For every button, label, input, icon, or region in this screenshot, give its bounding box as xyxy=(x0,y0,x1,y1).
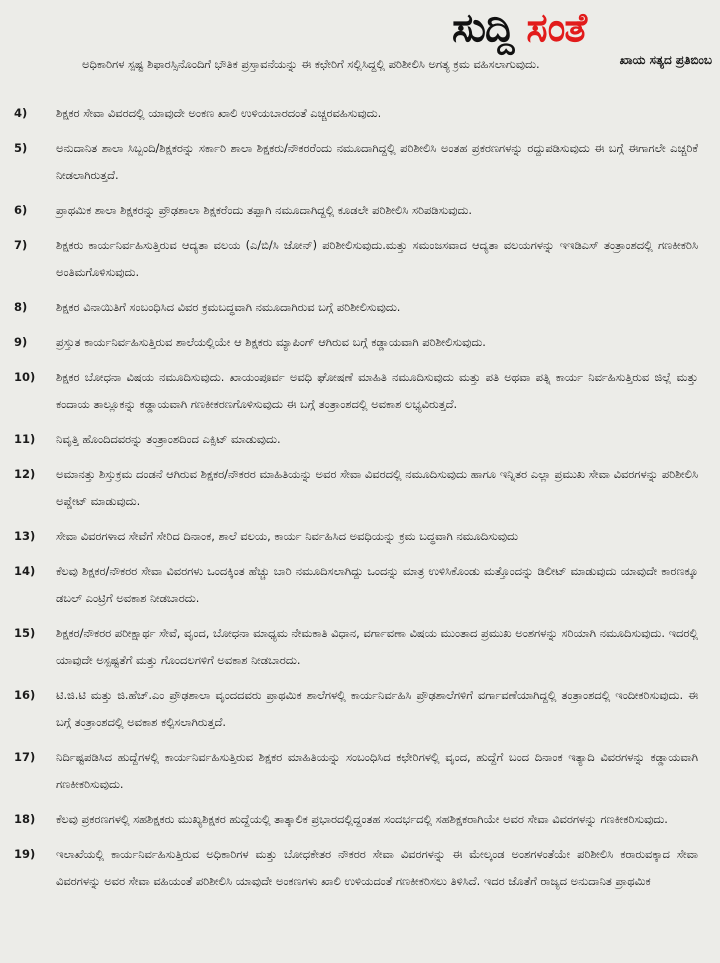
list-item xyxy=(12,620,712,674)
item-text: ನಿವೃತ್ತಿ ಹೊಂದಿದವರನ್ನು ತಂತ್ರಾಂಶದಿಂದ ಎಕ್ಸಿಟ್ ಮಾಡುವುದು. xyxy=(56,432,281,446)
item-text: ಟಿ.ಜಿ.ಟಿ ಮತ್ತು ಜಿ.ಹೆಚ್.ಎಂ ಪ್ರೌಢಶಾಲಾ ವೃಂದದವರು ಪ್ರಾಥಮಿಕ ಶಾಲೆಗಳಲ್ಲಿ ಕಾರ್ಯನಿರ್ವಹಿಸಿ ಪ್ರೌಢಶಾಲೆಗಳಿಗೆ ವರ್ಗಾವಣೆಯಾಗಿದ್ದಲ್ಲಿ ತಂತ್ರಾಂಶದಲ್ಲಿ ಇಂದೀಕರಿಸುವುದು. ಈ ಬಗ್ಗೆ ತಂತ್ರಾಂಶದಲ್ಲಿ ಅವಕಾಶ ಕಲ್ಪಿಸಲಾಗಿರುತ್ತದೆ. xyxy=(56,688,698,729)
item-number: 9) xyxy=(14,335,28,349)
list-item xyxy=(12,558,712,612)
item-text: ಶಿಕ್ಷಕರ ಸೇವಾ ವಿವರದಲ್ಲಿ ಯಾವುದೇ ಅಂಕಣ ಖಾಲಿ ಉಳಿಯಬಾರದಂತೆ ಎಚ್ಚರವಹಿಸುವುದು. xyxy=(56,106,382,120)
item-text: ಪ್ರಾಥಮಿಕ ಶಾಲಾ ಶಿಕ್ಷಕರನ್ನು ಪ್ರೌಢಶಾಲಾ ಶಿಕ್ಷಕರೆಂದು ತಪ್ಪಾಗಿ ನಮೂದಾಗಿದ್ದಲ್ಲಿ ಕೂಡಲೇ ಪರಿಶೀಲಿಸಿ ಸರಿಪಡಿಸುವುದು. xyxy=(56,203,473,217)
item-text: ಕೆಲವು ಪ್ರಕರಣಗಳಲ್ಲಿ ಸಹಶಿಕ್ಷಕರು ಮುಖ್ಯಶಿಕ್ಷಕರ ಹುದ್ದೆಯಲ್ಲಿ ತಾತ್ಕಾಲಿಕ ಪ್ರಭಾರದಲ್ಲಿದ್ದಂತಹ ಸಂದರ್ಭದಲ್ಲಿ ಸಹಶಿಕ್ಷಕರಾಗಿಯೇ ಅವರ ಸೇವಾ ವಿವರಗಳನ್ನು ಗಣಕೀಕರಿಸುವುದು. xyxy=(56,812,668,826)
intro-paragraph: ಅಧಿಕಾರಿಗಳ ಸ್ಪಷ್ಟ ಶಿಫಾರಸ್ಸಿನೊಂದಿಗೆ ಭೌತಿಕ ಪ್ರಸ್ತಾವನೆಯನ್ನು ಈ ಕಛೇರಿಗೆ ಸಲ್ಲಿಸಿದ್ದಲ್ಲಿ ಪರಿಶೀಲಿಸಿ ಅಗತ್ಯ ಕ್ರಮ ವಹಿಸಲಾಗುವುದು. xyxy=(82,57,540,71)
list-item xyxy=(12,364,712,418)
list-item xyxy=(12,841,712,895)
logo-wordmark xyxy=(452,6,586,50)
item-number: 17) xyxy=(14,750,36,764)
item-number: 4) xyxy=(14,106,28,120)
item-text: ನಿರ್ದಿಷ್ಟಪಡಿಸಿದ ಹುದ್ದೆಗಳಲ್ಲಿ ಕಾರ್ಯನಿರ್ವಹಿಸುತ್ತಿರುವ ಶಿಕ್ಷಕರ ಮಾಹಿತಿಯನ್ನು ಸಂಬಂಧಿಸಿದ ಕಛೇರಿಗಳಲ್ಲಿ ವೃಂದ, ಹುದ್ದೆಗೆ ಬಂದ ದಿನಾಂಕ ಇತ್ಯಾದಿ ವಿವರಗಳನ್ನು ಕಡ್ಡಾಯವಾಗಿ ಗಣಕೀಕರಿಸುವುದು. xyxy=(56,750,698,791)
list-item xyxy=(12,744,712,798)
list-item xyxy=(12,232,712,286)
item-number: 16) xyxy=(14,688,36,702)
item-text: ಇಲಾಖೆಯಲ್ಲಿ ಕಾರ್ಯನಿರ್ವಹಿಸುತ್ತಿರುವ ಅಧಿಕಾರಿಗಳ ಮತ್ತು ಬೋಧಕೇತರ ನೌಕರರ ಸೇವಾ ವಿವರಗಳನ್ನು ಈ ಮೇಲ್ಕಂಡ ಅಂಶಗಳಂತೆಯೇ ಪರಿಶೀಲಿಸಿ ಕರಾರುವಕ್ಕಾದ ಸೇವಾ ವಿವರಗಳನ್ನು ಅವರ ಸೇವಾ ವಹಿಯಂತೆ ಪರಿಶೀಲಿಸಿ ಯಾವುದೇ ಅಂಕಣಗಳು ಖಾಲಿ ಉಳಿಯದಂತೆ ಗಣಕೀಕರಿಸಲು ತಿಳಿಸಿದೆ. ಇದರ ಜೊತೆಗೆ ರಾಜ್ಯದ ಅನುದಾನಿತ ಪ್ರಾಥಮಿಕ xyxy=(56,847,698,888)
list-item xyxy=(12,461,712,515)
item-text: ಸೇವಾ ವಿವರಗಳಾದ ಸೇವೆಗೆ ಸೇರಿದ ದಿನಾಂಕ, ಶಾಲೆ ವಲಯ, ಕಾರ್ಯ ನಿರ್ವಹಿಸಿದ ಅವಧಿಯನ್ನು ಕ್ರಮ ಬದ್ಧವಾಗಿ ನಮೂದಿಸುವುದು xyxy=(56,529,519,543)
list-item xyxy=(12,197,712,224)
item-text: ಅಮಾನತ್ತು ಶಿಸ್ತುಕ್ರಮ ದಂಡನೆ ಆಗಿರುವ ಶಿಕ್ಷಕರ/ನೌಕರರ ಮಾಹಿತಿಯನ್ನು ಅವರ ಸೇವಾ ವಿವರದಲ್ಲಿ ನಮೂದಿಸುವುದು ಹಾಗೂ ಇನ್ನಿತರ ಎಲ್ಲಾ ಪ್ರಮುಖ ಸೇವಾ ವಿವರಗಳನ್ನು ಪರಿಶೀಲಿಸಿ ಅಪ್ಡೇಟ್ ಮಾಡುವುದು. xyxy=(56,467,698,508)
item-number: 10) xyxy=(14,370,36,384)
item-number: 11) xyxy=(14,432,36,446)
list-item xyxy=(12,100,712,127)
list-item xyxy=(12,135,712,189)
item-number: 18) xyxy=(14,812,36,826)
item-text: ಶಿಕ್ಷಕರ ಬೋಧನಾ ವಿಷಯ ನಮೂದಿಸುವುದು. ಖಾಯಂಪೂರ್ವ ಅವಧಿ ಘೋಷಣೆ ಮಾಹಿತಿ ನಮೂದಿಸುವುದು ಮತ್ತು ಪತಿ ಅಥವಾ ಪತ್ನಿ ಕಾರ್ಯ ನಿರ್ವಹಿಸುತ್ತಿರುವ ಜಿಲ್ಲೆ ಮತ್ತು ಕಂದಾಯ ತಾಲ್ಲೂಕನ್ನು ಕಡ್ಡಾಯವಾಗಿ ಗಣಕೀಕರಣಗೊಳಿಸುವುದು ಈ ಬಗ್ಗೆ ತಂತ್ರಾಂಶದಲ್ಲಿ ಅವಕಾಶ ಲಭ್ಯವಿರುತ್ತದೆ. xyxy=(56,370,698,411)
item-text: ಕೆಲವು ಶಿಕ್ಷಕರ/ನೌಕರರ ಸೇವಾ ವಿವರಗಳು ಒಂದಕ್ಕಿಂತ ಹೆಚ್ಚು ಬಾರಿ ನಮೂದಿಸಲಾಗಿದ್ದು ಒಂದನ್ನು ಮಾತ್ರ ಉಳಿಸಿಕೊಂಡು ಮತ್ತೊಂದನ್ನು ಡಿಲೀಟ್ ಮಾಡುವುದು ಯಾವುದೇ ಕಾರಣಕ್ಕೂ ಡಬಲ್ ಎಂಟ್ರಿಗೆ ಅವಕಾಶ ನೀಡಬಾರದು. xyxy=(56,564,698,605)
item-number: 7) xyxy=(14,238,28,252)
item-number: 14) xyxy=(14,564,36,578)
item-text: ಶಿಕ್ಷಕರ ವಿನಾಯಿತಿಗೆ ಸಂಬಂಧಿಸಿದ ವಿವರ ಕ್ರಮಬದ್ಧವಾಗಿ ನಮೂದಾಗಿರುವ ಬಗ್ಗೆ ಪರಿಶೀಲಿಸುವುದು. xyxy=(56,300,401,314)
list-item xyxy=(12,329,712,356)
item-number: 8) xyxy=(14,300,28,314)
list-item xyxy=(12,426,712,453)
numbered-list xyxy=(12,100,712,903)
item-text: ಶಿಕ್ಷಕರು ಕಾರ್ಯನಿರ್ವಹಿಸುತ್ತಿರುವ ಆದ್ಯತಾ ವಲಯ (ಎ/ಬಿ/ಸಿ ಜೋನ್) ಪರಿಶೀಲಿಸುವುದು.ಮತ್ತು ಸಮಂಜಸವಾದ ಆದ್ಯತಾ ವಲಯಗಳನ್ನು ಇಇಡಿಎಸ್ ತಂತ್ರಾಂಶದಲ್ಲಿ ಗಣಕೀಕರಿಸಿ ಅಂತಿಮಗೊಳಿಸುವುದು. xyxy=(56,238,698,279)
logo-word-2: ಸಂತೆ xyxy=(526,5,587,51)
list-item xyxy=(12,682,712,736)
logo-word-1: ಸುದ್ದಿ xyxy=(452,5,514,51)
item-number: 19) xyxy=(14,847,36,861)
item-number: 12) xyxy=(14,467,36,481)
item-number: 15) xyxy=(14,626,36,640)
item-text: ಶಿಕ್ಷಕರ/ನೌಕರರ ಪರೀಕ್ಷಾರ್ಥ ಸೇವೆ, ವೃಂದ, ಬೋಧನಾ ಮಾಧ್ಯಮ ನೇಮಕಾತಿ ವಿಧಾನ, ವರ್ಗಾವಣಾ ವಿಷಯ ಮುಂತಾದ ಪ್ರಮುಖ ಅಂಶಗಳನ್ನು ಸರಿಯಾಗಿ ನಮೂದಿಸುವುದು. ಇದರಲ್ಲಿ ಯಾವುದೇ ಅಸ್ಪಷ್ಟತೆಗೆ ಮತ್ತು ಗೊಂದಲಗಳಿಗೆ ಅವಕಾಶ ನೀಡಬಾರದು. xyxy=(56,626,698,667)
list-item xyxy=(12,806,712,833)
item-number: 13) xyxy=(14,529,36,543)
logo-tagline: ಖಾಯ ಸತ್ಯದ ಪ್ರತಿಬಿಂಬ xyxy=(619,53,712,67)
item-number: 6) xyxy=(14,203,28,217)
list-item xyxy=(12,523,712,550)
list-item xyxy=(12,294,712,321)
item-text: ಪ್ರಸ್ತುತ ಕಾರ್ಯನಿರ್ವಹಿಸುತ್ತಿರುವ ಶಾಲೆಯಲ್ಲಿಯೇ ಆ ಶಿಕ್ಷಕರು ಮ್ಯಾಪಿಂಗ್ ಆಗಿರುವ ಬಗ್ಗೆ ಕಡ್ಡಾಯವಾಗಿ ಪರಿಶೀಲಿಸುವುದು. xyxy=(56,335,486,349)
item-number: 5) xyxy=(14,141,28,155)
item-text: ಅನುದಾನಿತ ಶಾಲಾ ಸಿಬ್ಬಂದಿ/ಶಿಕ್ಷಕರನ್ನು ಸರ್ಕಾರಿ ಶಾಲಾ ಶಿಕ್ಷಕರು/ನೌಕರರೆಂದು ನಮೂದಾಗಿದ್ದಲ್ಲಿ ಪರಿಶೀಲಿಸಿ ಅಂತಹ ಪ್ರಕರಣಗಳನ್ನು ರದ್ದುಪಡಿಸುವುದು ಈ ಬಗ್ಗೆ ಈಗಾಗಲೇ ಎಚ್ಚರಿಕೆ ನೀಡಲಾಗಿರುತ್ತದೆ. xyxy=(56,141,698,182)
